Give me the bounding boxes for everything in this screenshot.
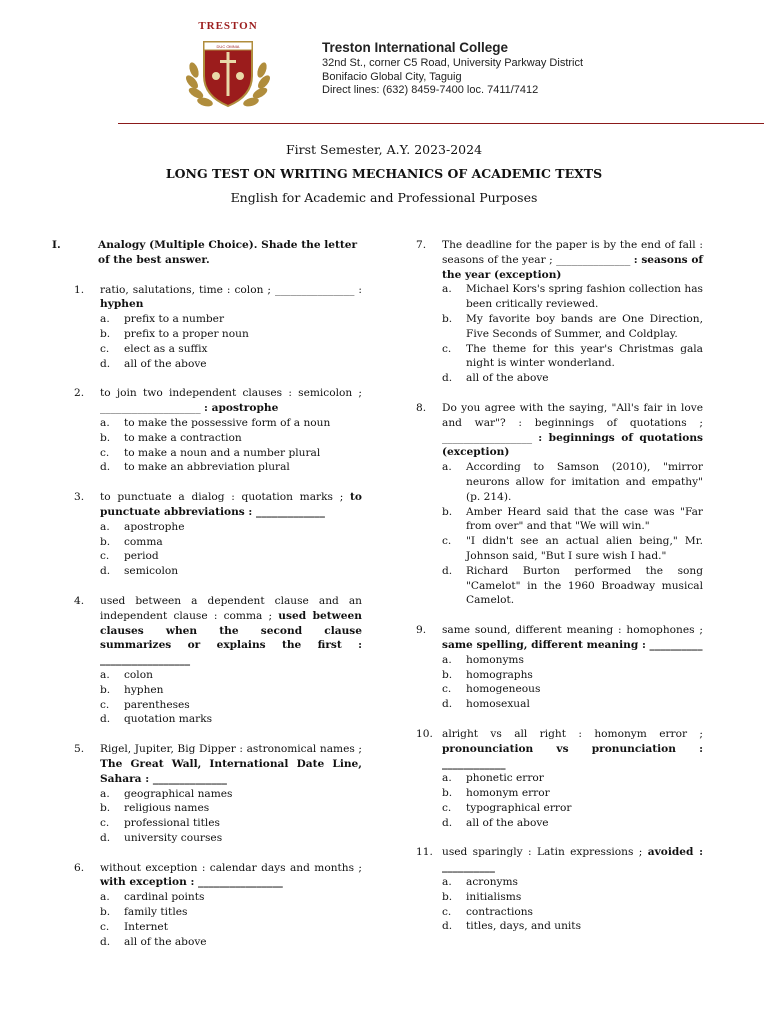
- semester-line: First Semester, A.Y. 2023-2024: [285, 142, 483, 157]
- question-stem: [100, 742, 362, 786]
- option-letter: d.: [100, 565, 111, 578]
- test-titles: [0, 142, 768, 205]
- question-number: 3.: [74, 491, 85, 504]
- option-letter: a.: [100, 313, 110, 326]
- right-question-list: [416, 238, 703, 934]
- option-letter: b.: [100, 431, 111, 444]
- test-title: LONG TEST ON WRITING MECHANICS OF ACADEMIC TEXTS: [165, 166, 603, 181]
- option-text: Richard Burton performed the song "Camelot" in the 1960 Broadway musical Camelot.: [466, 564, 703, 607]
- option-letter: c.: [442, 905, 452, 918]
- question-stem: [100, 861, 362, 891]
- answer-option[interactable]: [100, 446, 362, 461]
- option-letter: a.: [442, 283, 452, 296]
- option-letter: c.: [100, 920, 110, 933]
- option-letter: a.: [100, 787, 110, 800]
- question-item: [416, 238, 703, 386]
- option-letter: b.: [100, 683, 111, 696]
- answer-option[interactable]: [100, 831, 362, 846]
- option-text: prefix to a proper noun: [124, 327, 249, 340]
- logo-motto: DUC OMNIA: [216, 44, 240, 49]
- option-text: to make a noun and a number plural: [124, 446, 321, 459]
- option-letter: b.: [100, 327, 111, 340]
- question-stem-text: used sparingly : Latin expressions ;: [442, 846, 643, 859]
- question-item: [416, 727, 703, 831]
- answer-option[interactable]: [442, 786, 703, 801]
- option-text: acronyms: [466, 876, 518, 889]
- option-text: university courses: [124, 831, 223, 844]
- question-stem: [100, 490, 362, 520]
- answer-option[interactable]: [442, 801, 703, 816]
- question-number: 4.: [74, 594, 85, 607]
- question-stem-emphasis: same spelling, different meaning : __________: [442, 638, 703, 651]
- option-letter: b.: [442, 787, 453, 800]
- option-letter: c.: [100, 698, 110, 711]
- college-logo: [180, 20, 276, 114]
- question-stem-text: ratio, salutations, time : colon ; _______________ :: [100, 283, 362, 296]
- answer-option[interactable]: [100, 683, 362, 698]
- question-stem: [100, 283, 362, 313]
- answer-option[interactable]: [100, 890, 362, 905]
- option-text: family titles: [124, 906, 188, 919]
- answer-option[interactable]: [442, 816, 703, 831]
- option-text: all of the above: [124, 935, 207, 948]
- left-question-list: [52, 283, 362, 950]
- option-text: to make a contraction: [124, 431, 242, 444]
- answer-option[interactable]: [100, 564, 362, 579]
- question-stem-emphasis: : apostrophe: [204, 402, 279, 415]
- question-stem-emphasis: with exception : ________________: [100, 876, 283, 889]
- option-letter: b.: [442, 505, 453, 518]
- answer-option[interactable]: [442, 282, 703, 312]
- left-column: [52, 238, 362, 964]
- option-text: cardinal points: [124, 891, 205, 904]
- question-stem-emphasis: used between clauses when the second clause summarizes or explains the first : _________________: [100, 609, 362, 667]
- option-letter: b.: [100, 535, 111, 548]
- answer-option[interactable]: [442, 771, 703, 786]
- option-text: homographs: [466, 668, 533, 681]
- option-letter: d.: [442, 698, 453, 711]
- answer-option[interactable]: [100, 698, 362, 713]
- answer-option[interactable]: [442, 371, 703, 386]
- college-address-2: Bonifacio Global City, Taguig: [322, 70, 462, 83]
- answer-option[interactable]: [100, 935, 362, 950]
- option-letter: d.: [100, 461, 111, 474]
- question-item: [416, 401, 703, 608]
- answer-option[interactable]: [442, 682, 703, 697]
- option-letter: a.: [100, 668, 110, 681]
- option-text: titles, days, and units: [466, 920, 582, 933]
- question-number: 1.: [74, 283, 85, 296]
- logo-wordmark: TRESTON: [198, 20, 258, 32]
- question-item: [416, 623, 703, 712]
- option-text: Amber Heard said that the case was "Far from over" and that "We will win.": [466, 505, 703, 533]
- question-stem-text: used between a dependent clause and an independent clause : comma ;: [100, 594, 362, 622]
- option-text: homogeneous: [466, 683, 541, 696]
- question-item: [74, 861, 362, 950]
- option-text: period: [124, 550, 159, 563]
- option-text: colon: [124, 668, 153, 681]
- question-stem: [442, 401, 703, 460]
- answer-option[interactable]: [100, 535, 362, 550]
- answer-option[interactable]: [442, 697, 703, 712]
- header-divider: [118, 123, 764, 124]
- option-letter: d.: [442, 920, 453, 933]
- option-text: My favorite boy bands are One Direction, Five Seconds of Summer, and Coldplay.: [466, 312, 703, 340]
- question-number: 2.: [74, 387, 85, 400]
- subject-line: English for Academic and Professional Purposes: [230, 190, 538, 205]
- answer-option[interactable]: [442, 312, 703, 342]
- answer-option[interactable]: [100, 431, 362, 446]
- question-stem: [442, 238, 703, 282]
- question-stem-text: to punctuate a dialog : quotation marks ;: [100, 491, 344, 504]
- answer-option[interactable]: [442, 460, 703, 504]
- question-stem: [100, 594, 362, 668]
- answer-option[interactable]: [442, 505, 703, 535]
- answer-option[interactable]: [100, 312, 362, 327]
- question-stem-text: The deadline for the paper is by the end of fall : seasons of the year ; ______________: [442, 239, 703, 266]
- option-letter: d.: [100, 357, 111, 370]
- option-letter: c.: [442, 683, 452, 696]
- option-text: homonyms: [466, 653, 524, 666]
- option-letter: d.: [100, 713, 111, 726]
- option-text: According to Samson (2010), "mirror neurons allow for imitation and empathy" (p. 214).: [466, 461, 703, 503]
- question-stem: [442, 727, 703, 771]
- option-letter: d.: [100, 935, 111, 948]
- option-letter: a.: [100, 416, 110, 429]
- college-name: Treston International College: [322, 40, 509, 55]
- option-text: "I didn't see an actual alien being," Mr. Johnson said, "But I sure wish I had.": [466, 535, 703, 562]
- answer-option[interactable]: [100, 327, 362, 342]
- answer-option[interactable]: [100, 460, 362, 475]
- option-text: religious names: [124, 802, 210, 815]
- question-number: 9.: [416, 624, 427, 637]
- question-item: [74, 490, 362, 579]
- option-text: apostrophe: [124, 520, 185, 533]
- question-item: [74, 594, 362, 727]
- option-text: professional titles: [124, 817, 220, 830]
- option-letter: d.: [442, 816, 453, 829]
- right-column: [416, 238, 703, 949]
- option-letter: c.: [100, 550, 110, 563]
- answer-option[interactable]: [100, 357, 362, 372]
- question-stem-text: Do you agree with the saying, "All's fair in love and war"? : beginnings of quotations ; _________________: [442, 401, 703, 444]
- question-stem: [442, 623, 703, 653]
- question-stem: [100, 386, 362, 416]
- option-letter: c.: [442, 535, 452, 548]
- option-letter: a.: [100, 520, 110, 533]
- answer-option[interactable]: [442, 875, 703, 890]
- option-text: Internet: [124, 920, 168, 933]
- option-letter: c.: [442, 801, 452, 814]
- answer-option[interactable]: [100, 342, 362, 357]
- question-stem-emphasis: The Great Wall, International Date Line, Sahara : ______________: [100, 757, 362, 785]
- option-letter: c.: [100, 817, 110, 830]
- option-text: phonetic error: [466, 772, 544, 785]
- option-text: typographical error: [466, 801, 572, 814]
- option-letter: b.: [442, 668, 453, 681]
- option-letter: a.: [100, 891, 110, 904]
- option-text: hyphen: [124, 683, 164, 696]
- college-phone: Direct lines: (632) 8459-7400 loc. 7411/7412: [322, 84, 539, 96]
- answer-option[interactable]: [442, 342, 703, 372]
- option-letter: b.: [442, 312, 453, 325]
- answer-option[interactable]: [442, 668, 703, 683]
- answer-option[interactable]: [442, 905, 703, 920]
- option-letter: b.: [100, 802, 111, 815]
- answer-option[interactable]: [442, 890, 703, 905]
- question-stem-text: same sound, different meaning : homophones ;: [442, 624, 703, 637]
- question-stem-emphasis: hyphen: [100, 298, 144, 311]
- option-text: homonym error: [466, 787, 550, 800]
- option-letter: c.: [100, 446, 110, 459]
- answer-option[interactable]: [442, 564, 703, 608]
- answer-option[interactable]: [100, 549, 362, 564]
- option-text: The theme for this year's Christmas gala night is winter wonderland.: [466, 342, 703, 370]
- option-text: all of the above: [124, 357, 207, 370]
- answer-option[interactable]: [100, 787, 362, 802]
- answer-option[interactable]: [100, 712, 362, 727]
- option-text: comma: [124, 535, 163, 548]
- option-text: Michael Kors's spring fashion collection has been critically reviewed.: [466, 283, 703, 311]
- option-letter: a.: [442, 461, 452, 474]
- option-letter: a.: [442, 876, 452, 889]
- answer-option[interactable]: [442, 653, 703, 668]
- option-text: parentheses: [124, 698, 190, 711]
- question-stem-text: without exception : calendar days and months ;: [100, 861, 362, 874]
- option-text: initialisms: [466, 890, 522, 903]
- option-text: homosexual: [466, 698, 530, 711]
- option-text: elect as a suffix: [124, 342, 208, 355]
- question-item: [74, 386, 362, 475]
- option-letter: c.: [442, 342, 452, 355]
- option-text: all of the above: [466, 372, 549, 385]
- question-number: 11.: [416, 846, 433, 859]
- question-stem-emphasis: to punctuate abbreviations : _____________: [100, 491, 362, 518]
- option-text: all of the above: [466, 816, 549, 829]
- question-stem-emphasis: pronounciation vs pronunciation : ____________: [442, 742, 703, 770]
- question-stem: [442, 845, 703, 875]
- section-heading: [52, 238, 362, 268]
- question-item: [74, 283, 362, 372]
- option-text: prefix to a number: [124, 313, 225, 326]
- question-stem-text: Rigel, Jupiter, Big Dipper : astronomical names ;: [100, 743, 362, 756]
- answer-option[interactable]: [100, 520, 362, 535]
- option-letter: d.: [442, 564, 453, 577]
- answer-option[interactable]: [100, 668, 362, 683]
- question-number: 8.: [416, 401, 427, 414]
- option-letter: a.: [442, 653, 452, 666]
- option-letter: a.: [442, 772, 452, 785]
- option-letter: c.: [100, 342, 110, 355]
- option-text: quotation marks: [124, 713, 213, 726]
- answer-option[interactable]: [442, 919, 703, 934]
- option-letter: b.: [100, 906, 111, 919]
- section-instruction: Analogy (Multiple Choice). Shade the letter of the best answer.: [98, 239, 358, 266]
- question-stem-emphasis: avoided : __________: [442, 846, 704, 874]
- option-text: geographical names: [124, 787, 233, 800]
- option-text: to make an abbreviation plural: [124, 461, 290, 474]
- question-number: 7.: [416, 239, 427, 251]
- option-text: contractions: [466, 905, 533, 918]
- option-letter: b.: [442, 890, 453, 903]
- answer-option[interactable]: [100, 905, 362, 920]
- question-number: 6.: [74, 861, 85, 874]
- answer-option[interactable]: [100, 816, 362, 831]
- question-item: [74, 742, 362, 846]
- option-letter: d.: [100, 831, 111, 844]
- answer-option[interactable]: [442, 534, 703, 564]
- college-address-1: 32nd St., corner C5 Road, University Parkway District: [322, 57, 584, 69]
- question-stem-text: to join two independent clauses : semicolon ; ___________________: [100, 387, 362, 415]
- question-number: 5.: [74, 743, 85, 756]
- question-stem-emphasis: : beginnings of quotations (exception): [442, 431, 703, 459]
- option-text: to make the possessive form of a noun: [124, 416, 331, 429]
- question-stem-emphasis: : seasons of the year (exception): [442, 253, 703, 281]
- option-letter: d.: [442, 372, 453, 385]
- question-item: [416, 845, 703, 934]
- answer-option[interactable]: [100, 801, 362, 816]
- answer-option[interactable]: [100, 416, 362, 431]
- question-number: 10.: [416, 727, 433, 740]
- option-text: semicolon: [124, 565, 179, 578]
- section-number: I.: [52, 239, 61, 251]
- college-info: [322, 40, 583, 98]
- answer-option[interactable]: [100, 920, 362, 935]
- question-stem-text: alright vs all right : homonym error ;: [442, 727, 703, 740]
